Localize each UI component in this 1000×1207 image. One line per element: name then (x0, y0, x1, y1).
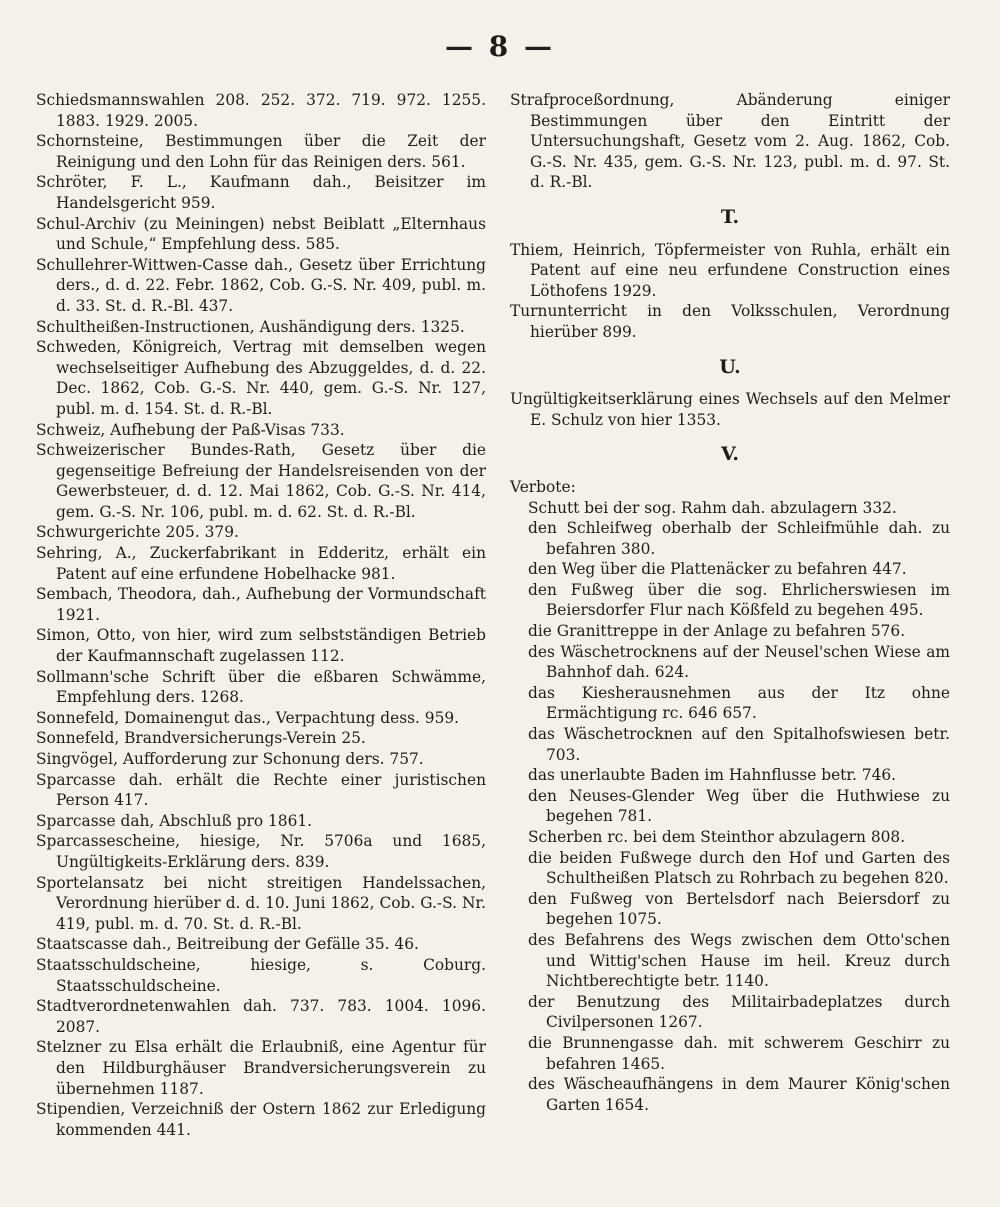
index-entry: Sembach, Theodora, dah., Aufhebung der Vormundschaft 1921. (36, 585, 486, 624)
verbote-item: Scherben rc. bei dem Steinthor abzulagern 808. (528, 828, 906, 846)
index-entry: Turnunterricht in den Volksschulen, Verordnung hierüber 899. (510, 302, 950, 341)
index-entry: Staatscasse dah., Beitreibung der Gefälle 35. 46. (36, 935, 419, 954)
index-entry: Stipendien, Verzeichniß der Ostern 1862 zur Erledigung kommenden 441. (36, 1100, 486, 1139)
index-entry: Schweiz, Aufhebung der Paß-Visas 733. (36, 420, 345, 439)
index-entry: Schultheißen-Instructionen, Aushändigung ders. 1325. (36, 317, 465, 336)
index-entry: Singvögel, Aufforderung zur Schonung ders. 757. (36, 750, 424, 768)
right-column (510, 90, 950, 1115)
verbote-item: die Granittreppe in der Anlage zu befahren 576. (528, 622, 906, 641)
verbote-item: Schutt bei der sog. Rahm dah. abzulagern 332. (528, 498, 897, 517)
index-entry: Stelzner zu Elsa erhält die Erlaubniß, eine Agentur für den Hildburghäuser Brandversicherungsverein zu übernehmen 1187. (36, 1038, 486, 1098)
section-heading-u: U. (719, 355, 741, 378)
index-entry: Staatsschuldscheine, hiesige, s. Coburg. Staatsschuldscheine. (36, 955, 486, 995)
index-entry: Schweden, Königreich, Vertrag mit demselben wegen wechselseitiger Aufhebung des Abzuggeldes, d. d. 22. Dec. 1862, Cob. G.-S. Nr. 440, gem. G.-S. Nr. 127, publ. m. d. 154. St. d. R.-Bl. (36, 338, 486, 418)
index-entry: Thiem, Heinrich, Töpfermeister von Ruhla, erhält ein Patent auf eine neu erfundene Construction eines Löthofens 1929. (510, 240, 950, 300)
index-entry: Schweizerischer Bundes-Rath, Gesetz über die gegenseitige Befreiung der Handelsreisenden von der Gewerbsteuer, d. d. 12. Mai 1862, Cob. G.-S. Nr. 414, gem. G.-S. Nr. 106, publ. m. d. 62. St. d. R.-Bl. (36, 441, 486, 521)
verbote-item: den Schleifweg oberhalb der Schleifmühle dah. zu befahren 380. (528, 519, 950, 558)
index-entry: Sparcassescheine, hiesige, Nr. 5706a und 1685, Ungültigkeits-Erklärung ders. 839. (36, 832, 486, 871)
index-entry: Sonnefeld, Domainengut das., Verpachtung dess. 959. (36, 708, 460, 727)
index-entry: Schröter, F. L., Kaufmann dah., Beisitzer im Handelsgericht 959. (36, 173, 486, 212)
index-entry: Schornsteine, Bestimmungen über die Zeit der Reinigung und den Lohn für das Reinigen ders. 561. (36, 132, 486, 171)
verbote-item: der Benutzung des Militairbadeplatzes durch Civilpersonen 1267. (528, 992, 950, 1032)
section-heading-v: V. (720, 443, 740, 466)
index-entry: Sparcasse dah, Abschluß pro 1861. (36, 811, 313, 830)
page-number: — 8 — (445, 30, 555, 63)
verbote-item: die Brunnengasse dah. mit schwerem Geschirr zu befahren 1465. (528, 1033, 950, 1073)
index-entry: Simon, Otto, von hier, wird zum selbstständigen Betrieb der Kaufmannschaft zugelassen 112. (36, 626, 486, 666)
index-entry: Stadtverordnetenwahlen dah. 737. 783. 1004. 1096. 2087. (36, 997, 486, 1036)
index-entry: Schullehrer-Wittwen-Casse dah., Gesetz über Errichtung ders., d. d. 22. Febr. 1862, Cob. G.-S. Nr. 409, publ. m. d. 33. St. d. R.-Bl. 437. (36, 255, 486, 315)
verbote-item: des Wäschetrocknens auf der Neusel'schen Wiese am Bahnhof dah. 624. (528, 642, 950, 682)
index-entry: Schul-Archiv (zu Meiningen) nebst Beiblatt „Elternhaus und Schule,“ Empfehlung dess. 585. (36, 214, 486, 254)
index-entry: Ungültigkeitserklärung eines Wechsels auf den Melmer E. Schulz von hier 1353. (510, 390, 950, 429)
verbote-item: des Wäscheaufhängens in dem Maurer König'schen Garten 1654. (528, 1075, 950, 1114)
index-entry: Sparcasse dah. erhält die Rechte einer juristischen Person 417. (36, 770, 486, 810)
verbote-item: den Neuses-Glender Weg über die Huthwiese zu begehen 781. (528, 786, 950, 826)
index-entry: Sollmann'sche Schrift über die eßbaren Schwämme, Empfehlung ders. 1268. (36, 667, 486, 707)
index-entry: Schiedsmannswahlen 208. 252. 372. 719. 972. 1255. 1883. 1929. 2005. (36, 91, 486, 130)
verbote-item: des Befahrens des Wegs zwischen dem Otto'schen und Wittig'schen Hause im heil. Kreuz durch Nichtberechtigte betr. 1140. (528, 930, 950, 991)
verbote-item: den Fußweg über die sog. Ehrlicherswiesen im Beiersdorfer Flur nach Kößfeld zu begehen 495. (528, 580, 950, 620)
verbote-item: das Wäschetrocknen auf den Spitalhofswiesen betr. 703. (528, 725, 950, 764)
section-heading-t: T. (720, 205, 740, 228)
verbote-intro: Verbote: (510, 477, 576, 496)
verbote-item: die beiden Fußwege durch den Hof und Garten des Schultheißen Platsch zu Rohrbach zu begehen 820. (528, 848, 950, 888)
index-entry: Sportelansatz bei nicht streitigen Handelssachen, Verordnung hierüber d. d. 10. Juni 1862, Cob. G.-S. Nr. 419, publ. m. d. 70. St. d. R.-Bl. (36, 873, 486, 933)
left-column (36, 90, 486, 1140)
index-entry: Sonnefeld, Brandversicherungs-Verein 25. (36, 729, 366, 748)
verbote-item: das unerlaubte Baden im Hahnflusse betr. 746. (528, 766, 897, 785)
verbote-item: den Weg über die Plattenäcker zu befahren 447. (528, 560, 907, 579)
verbote-item: das Kiesherausnehmen aus der Itz ohne Ermächtigung rc. 646 657. (528, 683, 950, 723)
index-entry: Sehring, A., Zuckerfabrikant in Edderitz, erhält ein Patent auf eine erfundene Hobelhacke 981. (36, 544, 486, 583)
index-entry: Strafproceßordnung, Abänderung einiger Bestimmungen über den Eintritt der Untersuchungshaft, Gesetz vom 2. Aug. 1862, Cob. G.-S. Nr. 435, gem. G.-S. Nr. 123, publ. m. d. 97. St. d. R.-Bl. (510, 91, 950, 192)
index-entry: Schwurgerichte 205. 379. (36, 523, 239, 542)
verbote-item: den Fußweg von Bertelsdorf nach Beiersdorf zu begehen 1075. (528, 889, 950, 929)
